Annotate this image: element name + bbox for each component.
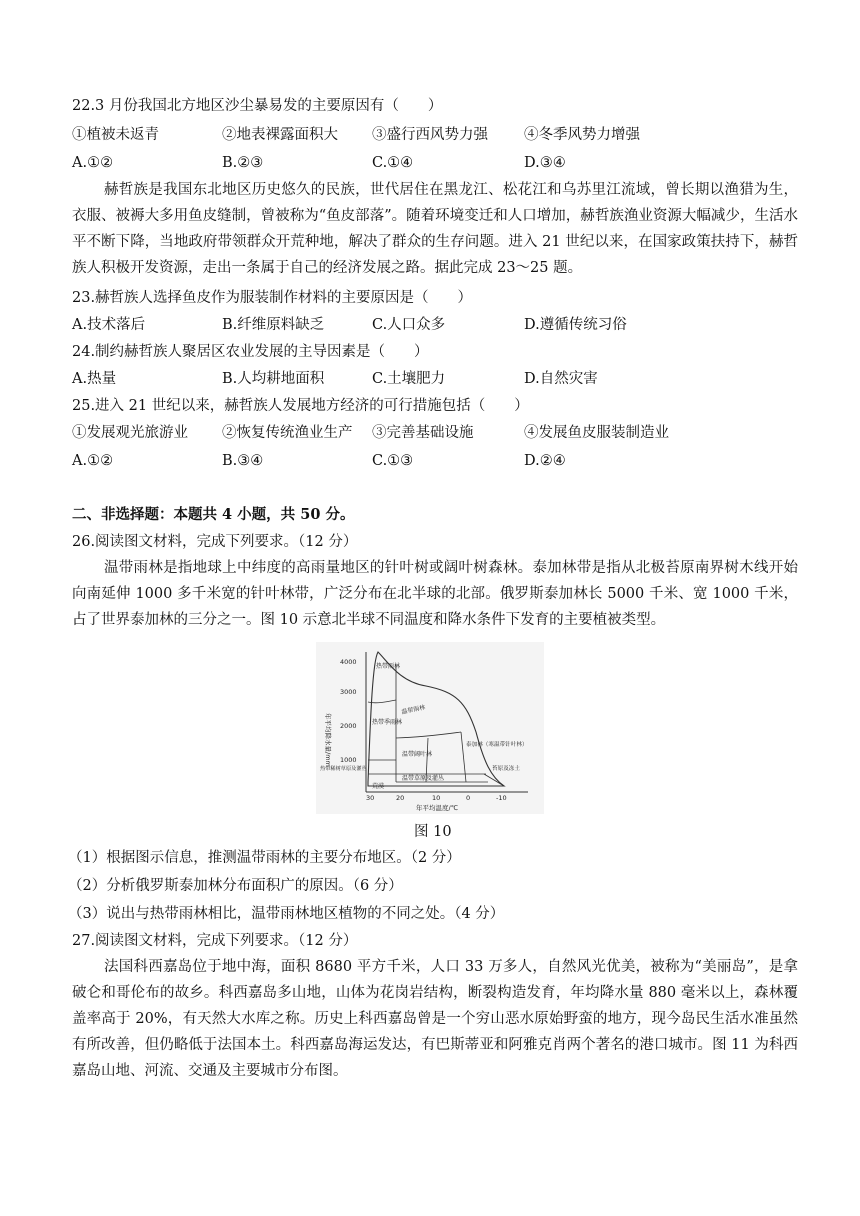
q25-stem: 25.进入 21 世纪以来，赫哲族人发展地方经济的可行措施包括（ ） (72, 398, 529, 414)
y-axis-label: 年平均降水量/mm (324, 713, 332, 767)
q25-item-2: ②恢复传统渔业生产 (222, 425, 353, 441)
q27-stem: 27.阅读图文材料，完成下列要求。（12 分） (72, 933, 358, 949)
x-tick-minus10: -10 (496, 794, 507, 802)
q24-choice-a: A.热量 (72, 371, 117, 387)
q24-choice-b: B.人均耕地面积 (222, 371, 325, 387)
q25-choice-d: D.②④ (524, 453, 566, 469)
q24-choice-c: C.土壤肥力 (372, 371, 446, 387)
q24-choice-d: D.自然灾害 (524, 371, 598, 387)
q23-choice-d: D.遵循传统习俗 (524, 317, 627, 333)
label-tropical-monsoon: 热带季雨林 (372, 719, 403, 726)
section-2-title: 二、非选择题：本题共 4 小题，共 50 分。 (72, 506, 355, 523)
q25-item-3: ③完善基础设施 (372, 425, 474, 441)
q26-passage: 温带雨林是指地球上中纬度的高雨量地区的针叶树或阔叶树森林。泰加林带是指从北极苔原南界树木线开始向南延伸 1000 多千米宽的针叶林带，广泛分布在北半球的北部。俄罗斯泰加林长 5000 千米、宽 1000 千米，占了世界泰加林的三分之一。图 10 示意北半球不同温度和降水条件下发育的主要植被类型。 (72, 560, 798, 628)
q26-stem: 26.阅读图文材料，完成下列要求。（12 分） (72, 534, 358, 550)
q22-item-3: ③盛行西风势力强 (372, 127, 488, 143)
x-axis-label: 年平均温度/℃ (416, 804, 458, 812)
q23-choice-b: B.纤维原料缺乏 (222, 317, 325, 333)
y-tick-4000: 4000 (340, 658, 357, 666)
q22-stem: 22.3 月份我国北方地区沙尘暴易发的主要原因有（ ） (72, 98, 443, 114)
q22-choice-a: A.①② (72, 155, 114, 171)
figure-10-caption: 图 10 (414, 824, 452, 840)
q22-choice-d: D.③④ (524, 155, 566, 171)
x-tick-0: 0 (466, 794, 471, 802)
q23-choice-a: A.技术落后 (72, 317, 146, 333)
hezhe-passage: 赫哲族是我国东北地区历史悠久的民族，世代居住在黑龙江、松花江和乌苏里江流域，曾长期以渔猎为生，衣服、被褥大多用鱼皮缝制，曾被称为“鱼皮部落”。随着环境变迁和人口增加，赫哲族渔业资源大幅减少，生活水平不断下降，当地政府带领群众开荒种地，解决了群众的生存问题。进入 21 世纪以来，在国家政策扶持下，赫哲族人积极开发资源，走出一条属于自己的经济发展之路。据此完成 23～25 题。 (72, 182, 798, 276)
label-tropical-shrub: 热带稀树草原及灌丛 (320, 766, 367, 772)
label-temperate-steppe: 温带草原及灌丛 (402, 775, 445, 782)
q24-stem: 24.制约赫哲族人聚居区农业发展的主导因素是（ ） (72, 344, 429, 360)
q25-choice-b: B.③④ (222, 453, 264, 469)
q22-choice-c: C.①④ (372, 155, 414, 171)
q25-item-1: ①发展观光旅游业 (72, 425, 188, 441)
q26-sub-1: （1）根据图示信息，推测温带雨林的主要分布地区。（2 分） (68, 850, 461, 866)
q26-sub-3: （3）说出与热带雨林相比，温带雨林地区植物的不同之处。（4 分） (68, 906, 505, 922)
label-tundra: 苔原及冻土 (492, 766, 520, 772)
x-tick-20: 20 (396, 794, 405, 802)
q26-sub-2: （2）分析俄罗斯泰加林分布面积广的原因。（6 分） (68, 878, 403, 894)
x-tick-30: 30 (366, 794, 375, 802)
x-tick-10: 10 (432, 794, 441, 802)
label-temperate-broadleaf: 温带阔叶林 (402, 751, 433, 758)
q25-choice-a: A.①② (72, 453, 114, 469)
q25-item-4: ④发展鱼皮服装制造业 (524, 425, 669, 441)
q25-choice-c: C.①③ (372, 453, 414, 469)
q22-item-2: ②地表裸露面积大 (222, 127, 338, 143)
q23-choice-c: C.人口众多 (372, 317, 446, 333)
y-tick-3000: 3000 (340, 688, 357, 696)
y-tick-2000: 2000 (340, 722, 357, 730)
q23-stem: 23.赫哲族人选择鱼皮作为服装制作材料的主要原因是（ ） (72, 290, 473, 306)
label-taiga: 泰加林（寒温带针叶林） (466, 742, 528, 748)
label-temperate-rainforest: 温带雨林 (400, 704, 426, 716)
y-tick-1000: 1000 (340, 756, 357, 764)
q27-passage: 法国科西嘉岛位于地中海，面积 8680 平方千米，人口 33 万多人，自然风光优美，被称为“美丽岛”，是拿破仑和哥伦布的故乡。科西嘉岛多山地，山体为花岗岩结构，断裂构造发育，年均降水量 880 毫米以上，森林覆盖率高于 20%，有天然大水库之称。历史上科西嘉岛曾是一个穷山恶水原始野蛮的地方，现今岛民生活水准虽然有所改善，但仍略低于法国本土。科西嘉岛海运发达，有巴斯蒂亚和阿雅克肖两个著名的港口城市。图 11 为科西嘉岛山地、河流、交通及主要城市分布图。 (72, 959, 798, 1079)
q22-item-1: ①植被未返青 (72, 127, 159, 143)
q22-choice-b: B.②③ (222, 155, 264, 171)
label-tropical-rainforest: 热带雨林 (376, 663, 401, 670)
vegetation-climate-figure (316, 642, 544, 814)
q22-item-4: ④冬季风势力增强 (524, 127, 640, 143)
label-desert: 荒漠 (372, 783, 385, 790)
